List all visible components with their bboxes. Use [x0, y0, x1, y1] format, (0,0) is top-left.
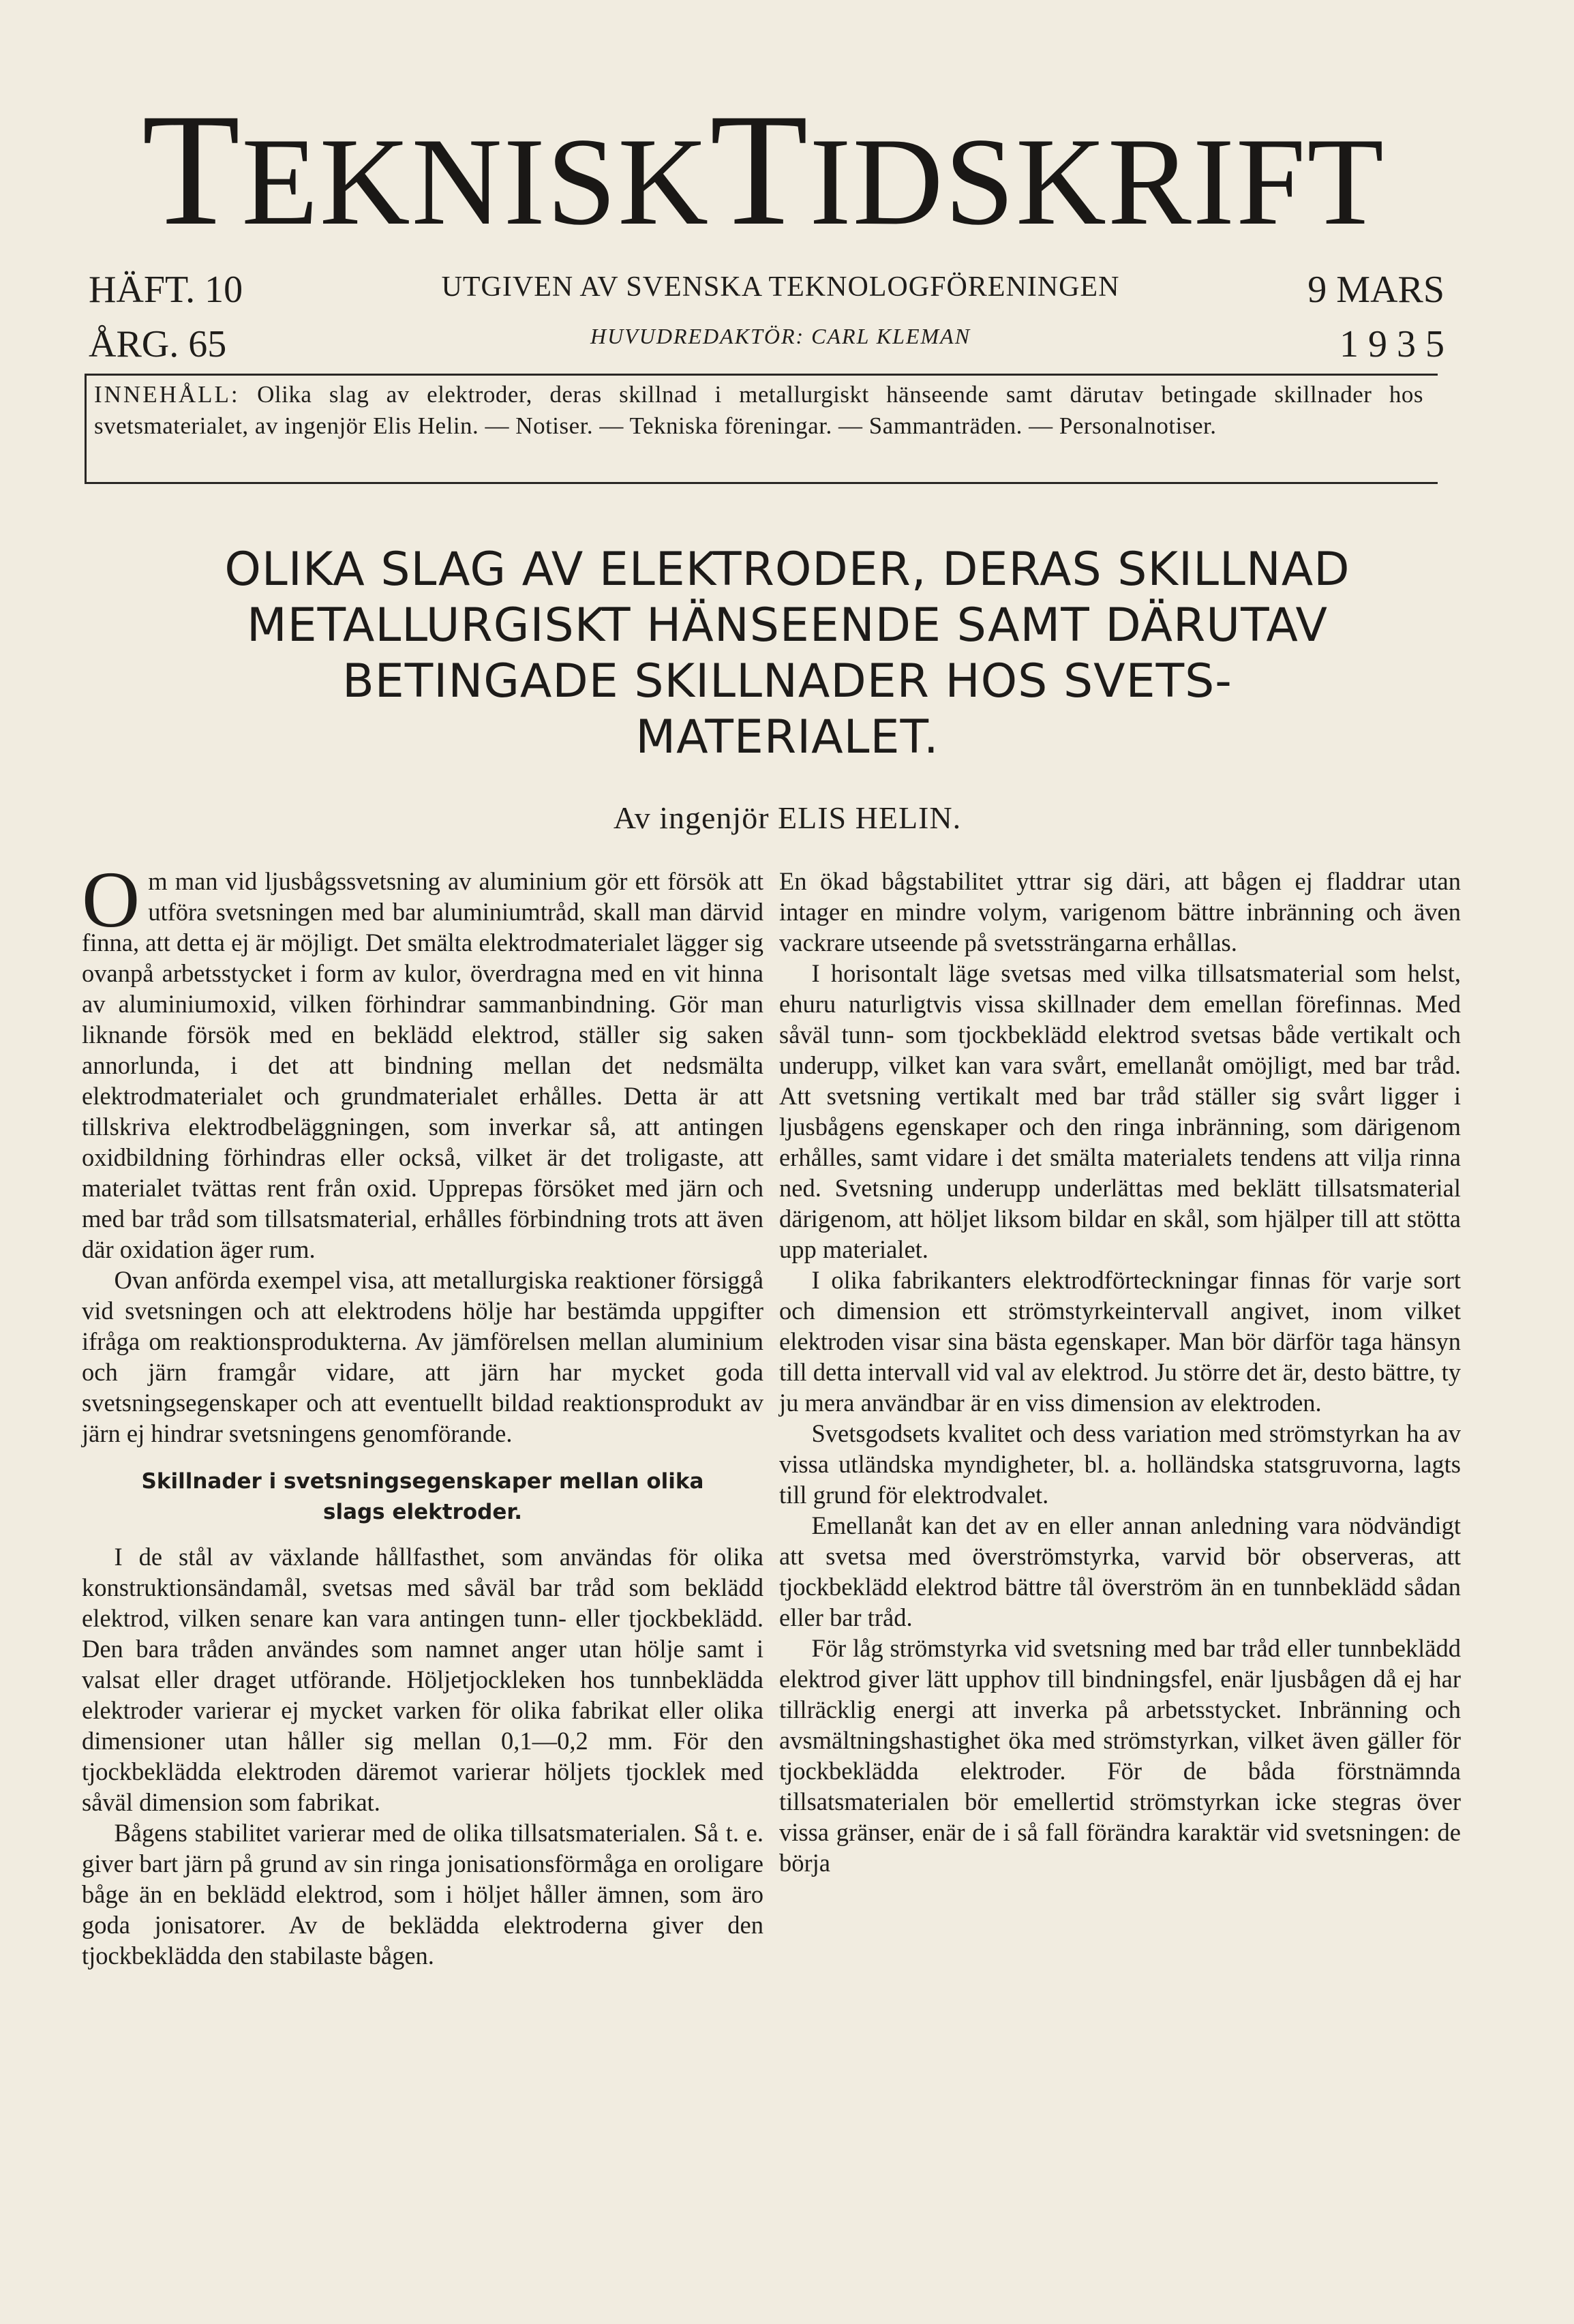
paragraph: Bågens stabilitet varierar med de olika tillsatsmaterialen. Så t. e. giver bart järn på grund av sin ringa jonisationsförmåga en oroligare båge än en beklädd elektrod, som i höljet håller ämnen, som äro goda jonisatorer. Av de beklädda elektroderna giver den tjockbeklädda den stabilaste bågen. [82, 1819, 763, 1970]
publisher-line: UTGIVEN AV SVENSKA TEKNOLOGFÖRENINGEN [441, 271, 1120, 303]
issue-right-block [1307, 262, 1444, 372]
issue-left-block [89, 262, 243, 372]
title-line: BETINGADE SKILLNADER HOS SVETS- [342, 654, 1232, 708]
masthead-initial-2: T [710, 81, 810, 259]
masthead-word-2: IDSKRIFT [809, 112, 1385, 251]
article-title [102, 542, 1472, 766]
publisher-block [382, 262, 1179, 361]
masthead-title [82, 82, 1445, 270]
paragraph: En ökad bågstabilitet yttrar sig däri, att bågen ej fladdrar utan intager en mindre volym, varigenom bättre inbränning och även vackrare utseende på svetssträngarna erhållas. [779, 867, 1461, 956]
masthead-word-1: EKNISK [241, 112, 710, 251]
contents-label: INNEHÅLL: [94, 381, 240, 408]
paragraph: I de stål av växlande hållfasthet, som användas för olika konstruktionsändamål, svetsas med såväl bar tråd som beklädd elektrod, vilken senare kan vara antingen tunn- eller tjockbeklädd. Den bara tråden användes som namnet anger utan hölje samt i valsat eller draget utförande. Höljetjockleken hos tunnbeklädda elektroder varierar ej mycket varken för olika fabrikat eller olika dimensioner utan håller sig mellan 0,1—0,2 mm. För den tjockbeklädda elektroden däremot varierar höljets tjocklek med såväl dimension som fabrikat. [82, 1543, 763, 1816]
drop-cap: O [82, 855, 140, 944]
paragraph: Svetsgodsets kvalitet och dess variation med strömstyrkan ha av vissa utländska myndigheter, bl. a. holländska statsgruvorna, lagts till grund för elektrodvalet. [779, 1419, 1461, 1509]
issue-year: 1 9 3 5 [1340, 323, 1444, 365]
title-line: OLIKA SLAG AV ELEKTRODER, DERAS SKILLNAD [224, 543, 1350, 597]
title-line: MATERIALET. [635, 710, 939, 764]
title-line: METALLURGISKT HÄNSEENDE SAMT DÄRUTAV [246, 599, 1329, 652]
issue-date: 9 MARS [1307, 269, 1444, 311]
contents-text [94, 379, 1423, 442]
issue-number: HÄFT. 10 [89, 269, 243, 311]
paragraph: Ovan anförda exempel visa, att metallurgiska reaktioner försiggå vid svetsningen och att elektrodens hölje har bestämda uppgifter ifråga om reaktionsprodukterna. Av jämförelsen mellan aluminium och järn framgår vidare, att järn har mycket goda svetsningsegenskaper och att eventuellt bildad reaktionsprodukt av järn ej hindrar svetsningens genomförande. [82, 1266, 763, 1447]
editor-line: HUVUDREDAKTÖR: CARL KLEMAN [590, 324, 971, 348]
paragraph: I olika fabrikanters elektrodförteckningar finnas för varje sort och dimension ett strömstyrkeintervall angivet, inom vilket elektroden visar sina bästa egenskaper. Man bör därför taga hänsyn till detta intervall vid val av elektrod. Ju större det är, desto bättre, ty ju mera användbar är en viss dimension av elektroden. [779, 1266, 1461, 1417]
contents-body: Olika slag av elektroder, deras skillnad i metallurgiskt hänseende samt därutav betingade skillnader hos svetsmaterialet, av ingenjör Elis Helin. — Notiser. — Tekniska föreningar. — Sammanträden. — Personalnotiser. [94, 381, 1423, 439]
volume-number: ÅRG. 65 [89, 323, 227, 365]
article-byline: Av ingenjör ELIS HELIN. [613, 800, 962, 835]
paragraph: Emellanåt kan det av en eller annan anledning vara nödvändigt att svetsa med överströmstyrka, varvid bör observeras, att tjockbeklädd elektrod bättre tål överström än en tunnbeklädd sådan eller bar tråd. [779, 1511, 1461, 1631]
paragraph: Om man vid ljusbågssvetsning av aluminium gör ett försök att utföra svetsningen med bar aluminiumtråd, skall man därvid finna, att detta ej är möjligt. Det smälta elektrodmaterialet lägger sig ovanpå arbetsstycket i form av kulor, överdragna med en vit hinna av aluminiumoxid, vilken förhindrar sammanbindning. Gör man liknande försök med en beklädd elektrod, ställer sig saken annorlunda, i det att bindning mellan det nedsmälta elektrodmaterialet och grundmaterialet erhålles. Detta är att tillskriva elektrodbeläggningen, som inverkar så, att antingen oxidbildning förhindras eller också, vilket är det troligaste, att materialet tvättas rent från oxid. Upprepas försöket med järn och med bar tråd som tillsatsmaterial, erhålles förbindning trots att även där oxidation äger rum. [82, 855, 763, 1263]
paragraph: För låg strömstyrka vid svetsning med bar tråd eller tunnbeklädd elektrod giver lätt upphov till bindningsfel, enär ljusbågen då ej har tillräcklig energi att inverka på arbetsstycket. Inbränning och avsmältningshastighet öka med strömstyrkan, vilket även gäller för tjockbeklädda elektroder. För de båda förstnämnda tillsatsmaterialen bör emellertid strömstyrkan icke stegras över vissa gränser, enär de i så fall förändra karaktär vid svetsningen: de börja [779, 1634, 1461, 1877]
paragraph: I horisontalt läge svetsas med vilka tillsatsmaterial som helst, ehuru naturligtvis vissa skillnader dem emellan förefinnas. Med såväl tunn- som tjockbeklädd elektrod svetsas både vertikalt och underupp, vilket kan vara svårt, emellanåt omöjligt, med bar tråd. Att svetsning vertikalt med bar tråd ställer sig svårt ligger i ljusbågens egenskaper och den ringa inbränning, som därigenom erhålles, samt vidare i det smälta materialets tendens att vilja rinna ned. Svetsning underupp underlättas med beklätt tillsatsmaterial därigenom, att höljet liksom bildar en skål, som hjälper till att stötta upp materialet. [779, 959, 1461, 1263]
masthead-initial-1: T [142, 81, 242, 259]
article-column-left [82, 855, 763, 1971]
section-subheading: Skillnader i svetsningsegenskaper mellan olika slags elektroder. [141, 1469, 704, 1524]
article-column-right [779, 866, 1461, 1878]
